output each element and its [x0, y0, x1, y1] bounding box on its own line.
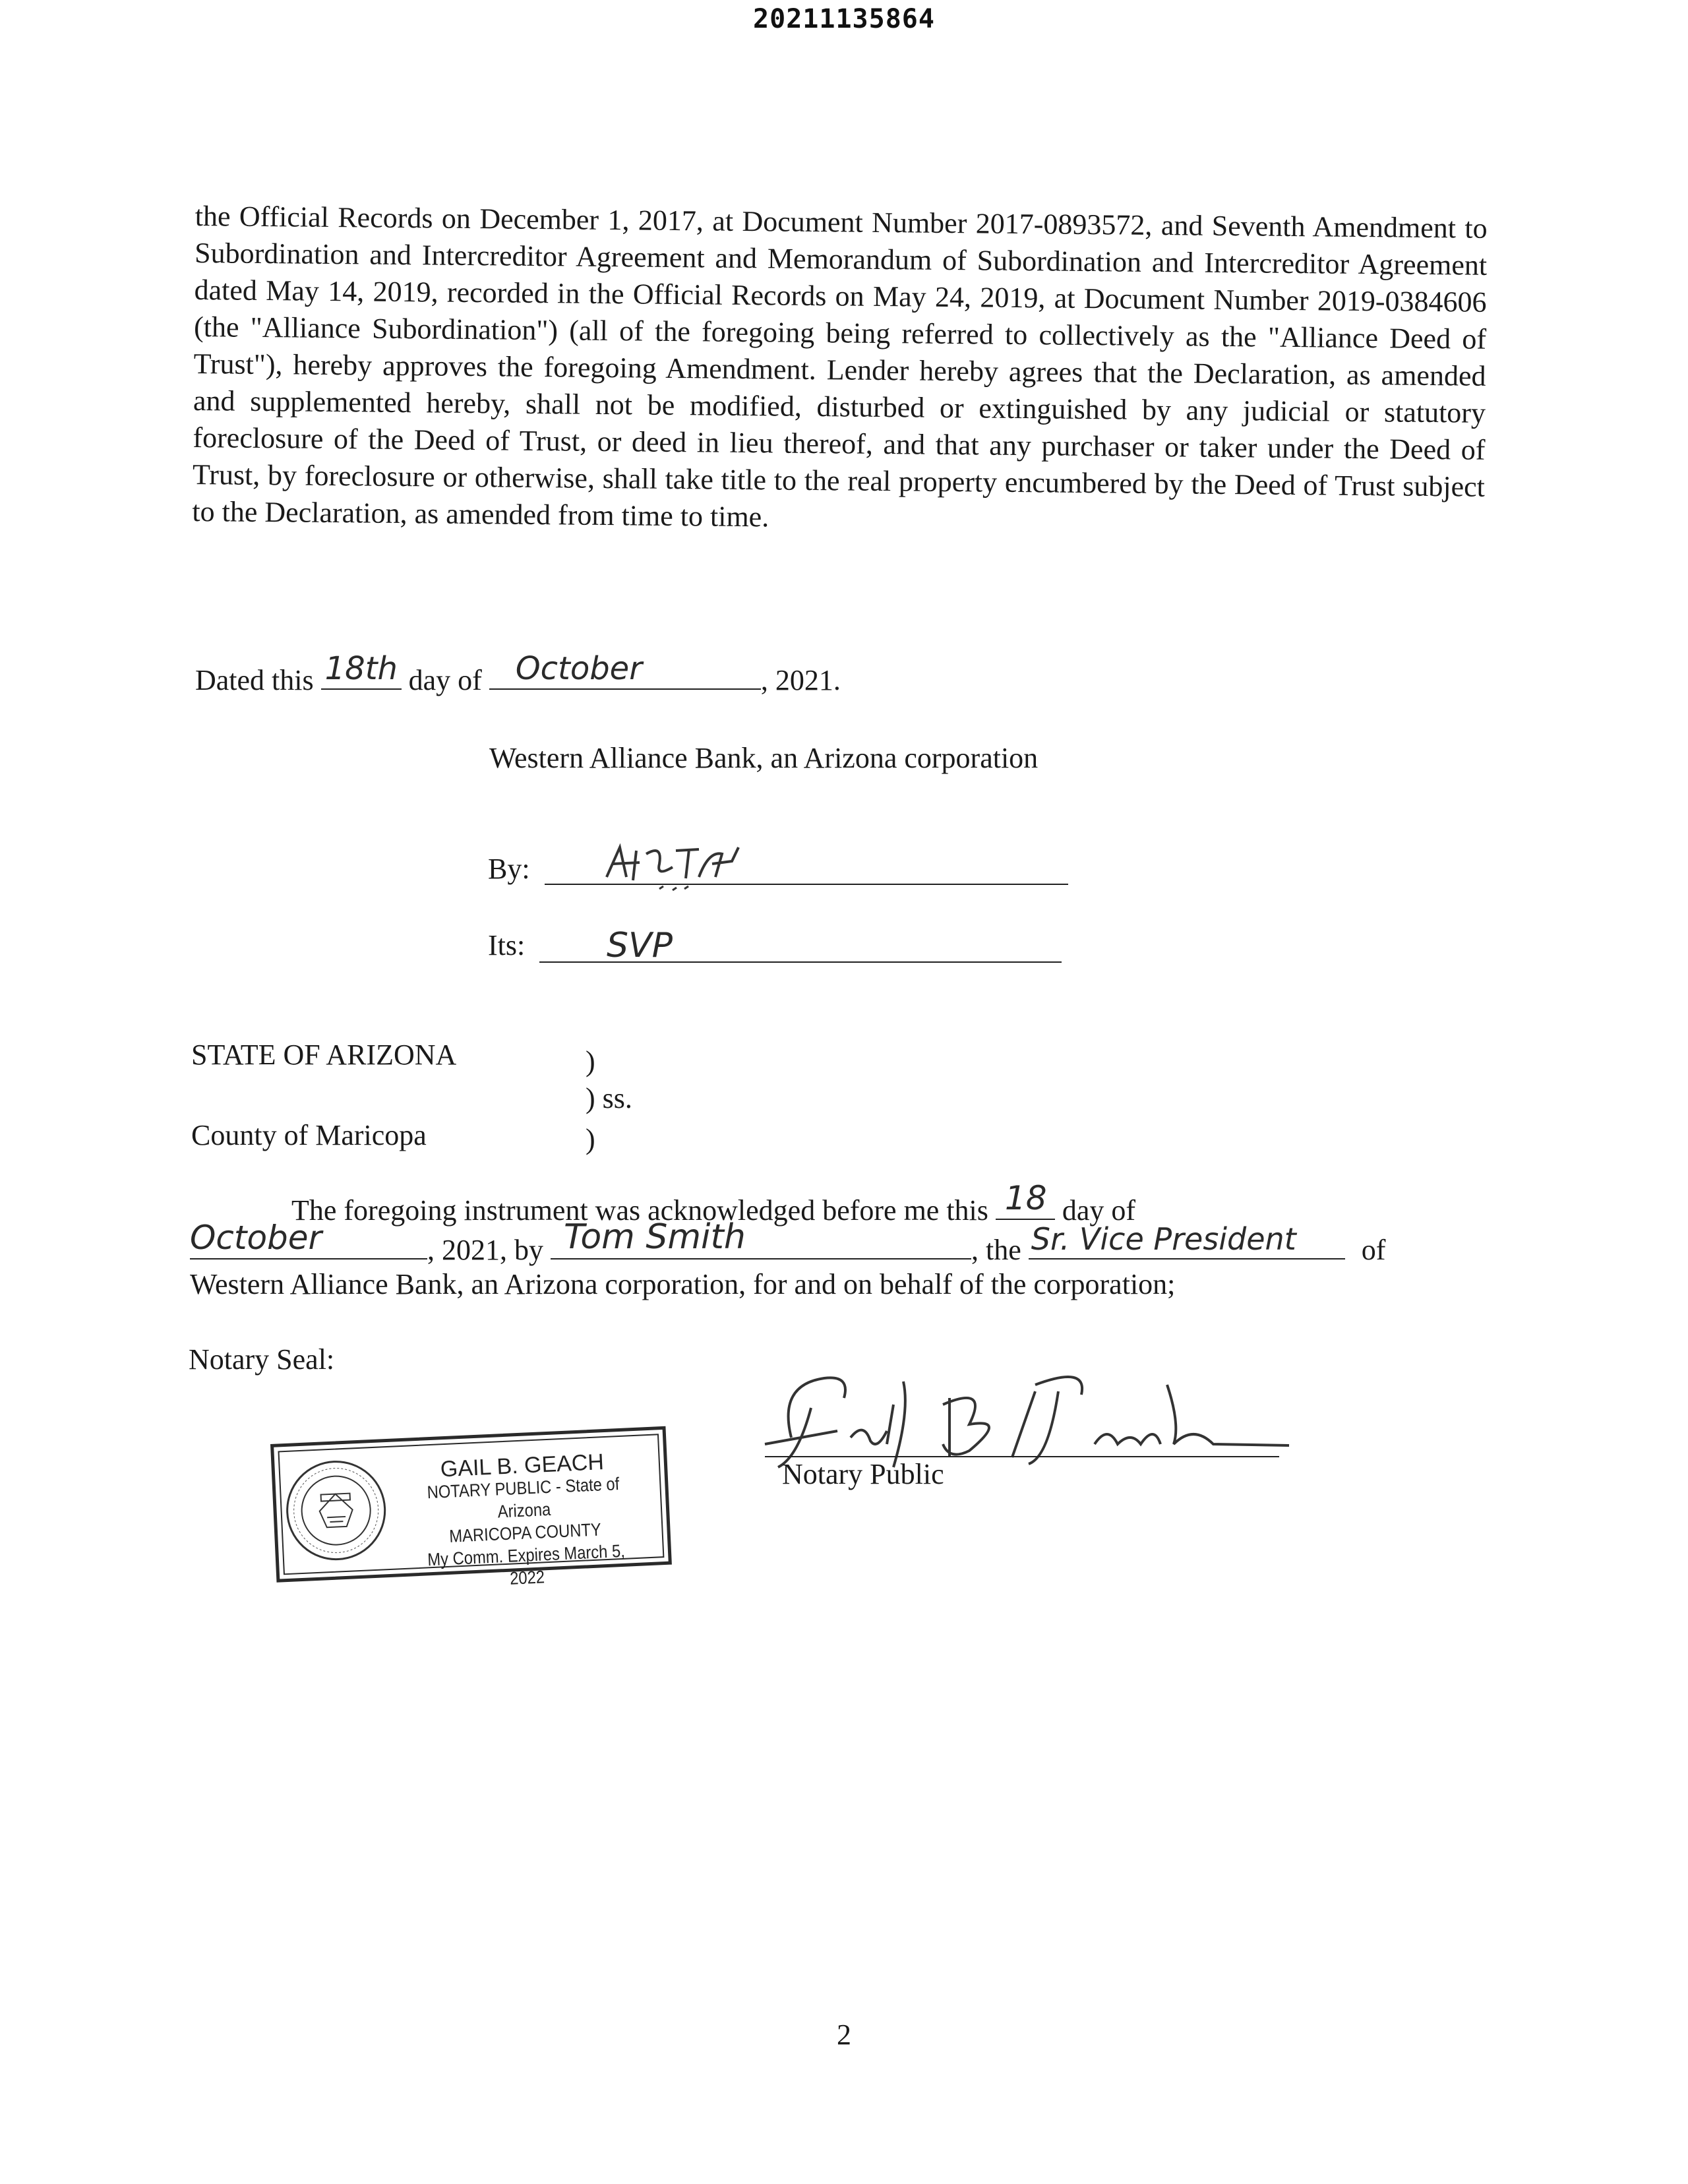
ack-of: of — [1361, 1234, 1386, 1266]
dated-month-blank — [489, 650, 761, 690]
notary-public-label: Notary Public — [782, 1458, 944, 1490]
dated-prefix: Dated this — [195, 664, 314, 696]
notary-seal-label: Notary Seal: — [189, 1343, 335, 1376]
stamp-notary-public: NOTARY PUBLIC - State of Arizona — [426, 1474, 620, 1522]
ack-title-handwritten: Sr. Vice President — [1031, 1221, 1296, 1257]
ack-day-of: day of — [1062, 1194, 1136, 1227]
notary-stamp — [270, 1426, 672, 1589]
ack-month-handwritten: October — [190, 1219, 322, 1257]
venue-state: STATE OF ARIZONA — [191, 1039, 457, 1071]
paragraph-text: the Official Records on December 1, 2017, at Document Number 2017-0893572, and Seventh Amendment to Subordination and Intercreditor Agreement and Memorandum of Subordination and Intercreditor Agreement dated May 14, 2019, recorded in the Official Records on May 24, 2019, at Document Number 2019-0384606 (the "Alliance Subordination") (all of the foregoing being referred to collectively as the "Alliance Deed of Trust"), hereby approves the foregoing Amendment. Lender hereby agrees that the Declaration, as amended and supplemented hereby, shall not be modified, disturbed or extinguished by any judicial or statutory foreclosure of the Deed of Trust, or deed in lieu thereof, and that any purchaser or taker under the Deed of Trust, by foreclosure or otherwise, shall take title to the real property encumbered by the Deed of Trust subject to the Declaration, as amended from time to time. — [192, 199, 1488, 533]
ack-line-2 — [190, 1217, 1386, 1267]
venue-county: County of Maricopa — [191, 1119, 427, 1151]
arizona-seal-icon — [281, 1455, 391, 1565]
ack-day-handwritten: 18 — [1004, 1179, 1047, 1217]
bank-officer-signature — [600, 837, 758, 897]
dated-month-handwritten: October — [515, 650, 642, 687]
ack-month-blank — [190, 1219, 427, 1259]
venue-paren-bottom: ) — [586, 1123, 595, 1155]
ack-name-handwritten: Tom Smith — [564, 1217, 746, 1257]
recording-number: 20211135864 — [753, 4, 935, 34]
stamp-county: MARICOPA COUNTY — [448, 1519, 602, 1546]
bank-name: Western Alliance Bank, an Arizona corporation — [489, 742, 1039, 774]
body-paragraph — [192, 198, 1488, 543]
dated-line — [195, 650, 841, 697]
venue-paren-top: ) — [586, 1045, 595, 1077]
ack-name-blank — [551, 1217, 971, 1259]
page-number: 2 — [837, 2018, 851, 2051]
stamp-notary-name: GAIL B. GEACH — [440, 1449, 605, 1482]
venue-ss: ) ss. — [586, 1082, 632, 1114]
ack-the: , the — [971, 1234, 1021, 1266]
dated-suffix: , 2021. — [760, 664, 841, 696]
its-title-handwritten: SVP — [607, 926, 673, 965]
ack-day-blank — [996, 1179, 1055, 1220]
ack-title-blank — [1029, 1221, 1345, 1259]
its-label: Its: — [488, 929, 526, 961]
by-label: By: — [488, 853, 530, 885]
stamp-text — [390, 1449, 659, 1595]
stamp-commission: My Comm. Expires March 5, 2022 — [427, 1540, 626, 1589]
ack-prefix: The foregoing instrument was acknowledged before me this — [291, 1194, 988, 1227]
ack-year-by: , 2021, by — [427, 1234, 543, 1266]
ack-line-3: Western Alliance Bank, an Arizona corporation, for and on behalf of the corporation; — [190, 1268, 1176, 1300]
dated-day-blank — [321, 650, 402, 690]
dated-middle: day of — [408, 664, 482, 696]
dated-day-handwritten: 18th — [324, 650, 398, 687]
